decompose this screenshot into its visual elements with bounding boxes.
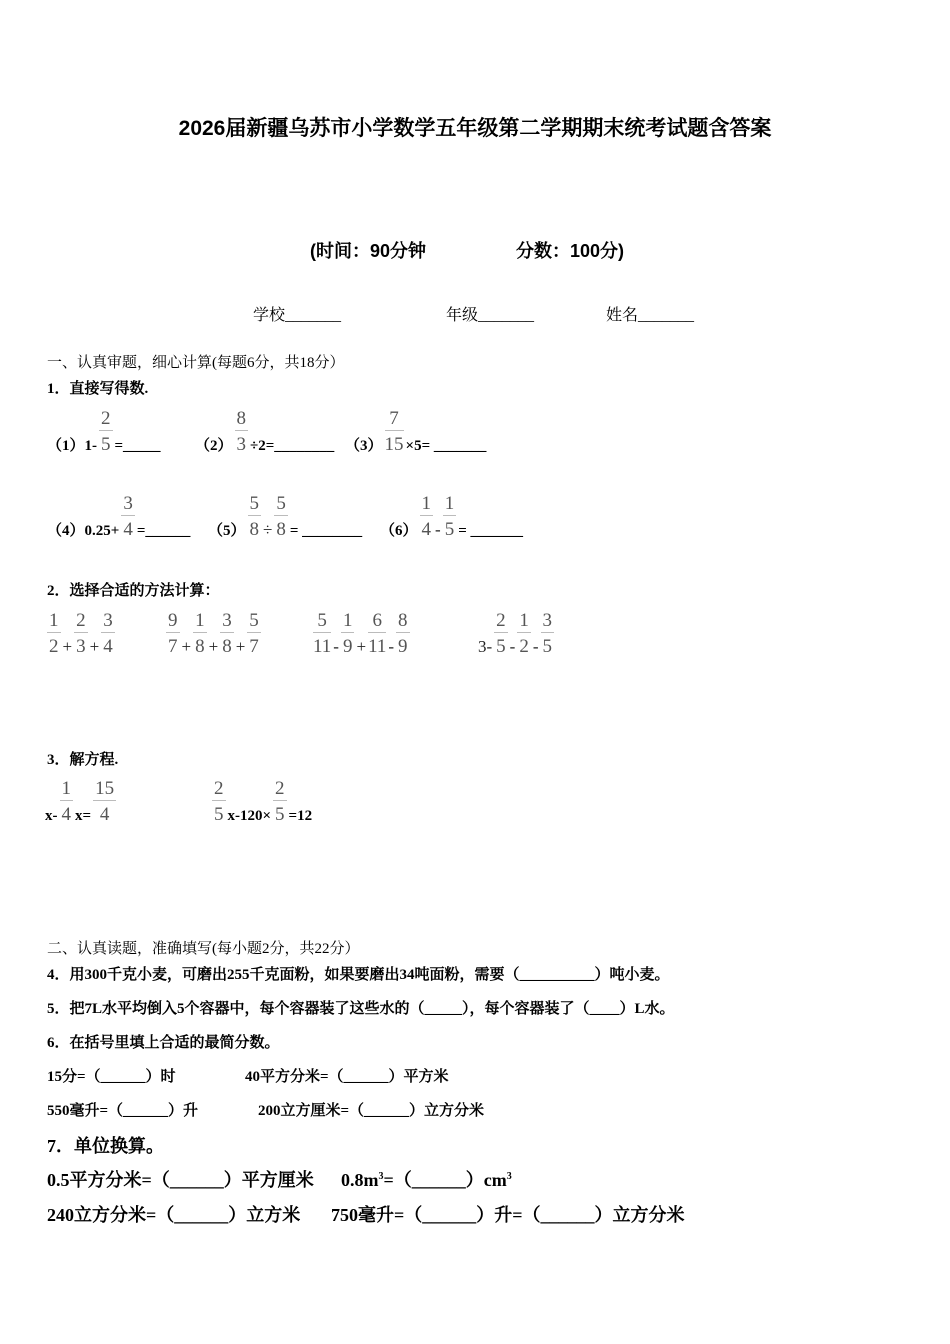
q6-item-1: 15分=（______）时 <box>47 1069 176 1085</box>
question-3: 3．解方程. <box>47 752 119 768</box>
question-6: 6．在括号里填上合适的最简分数。 <box>47 1035 280 1051</box>
fraction <box>235 408 249 456</box>
denominator: 8 <box>276 519 286 540</box>
fraction <box>494 610 508 658</box>
numerator: 15 <box>95 778 115 799</box>
q6-item-4: 200立方厘米=（______）立方分米 <box>258 1103 485 1119</box>
fraction <box>193 610 207 658</box>
section-1-heading: 一、认真审题，细心计算(每题6分，共18分） <box>47 355 345 371</box>
fraction <box>313 610 331 658</box>
operator: - <box>388 637 395 656</box>
operator: - <box>532 637 539 656</box>
operator: + <box>356 637 367 656</box>
numerator: 3 <box>103 610 113 631</box>
exam-time: (时间：90分钟 <box>310 241 427 261</box>
expression-text: x= <box>75 808 92 824</box>
q3-equation-2 <box>210 778 312 826</box>
expression-text: =_____ <box>114 438 161 454</box>
fraction <box>247 610 261 658</box>
denominator: 5 <box>496 636 506 657</box>
fraction <box>93 778 116 826</box>
q1-item-4 <box>47 493 190 541</box>
numerator: 1 <box>342 610 353 631</box>
denominator: 8 <box>249 519 260 540</box>
document-title: 2026届新疆乌苏市小学数学五年级第二学期期末统考试题含答案 <box>178 117 772 140</box>
fraction <box>273 778 287 826</box>
operator: ÷ <box>263 520 273 539</box>
expression-text: （5） <box>208 523 246 539</box>
q2-item-3 <box>311 610 412 658</box>
denominator: 5 <box>214 804 224 825</box>
q1-item-1 <box>47 408 161 456</box>
expression-text: = ________ <box>289 523 363 539</box>
numerator: 5 <box>249 610 259 631</box>
numerator: 1 <box>519 610 529 631</box>
q7-exponent: 3 <box>378 1171 384 1182</box>
denominator: 4 <box>103 636 113 657</box>
numerator: 2 <box>275 778 285 799</box>
q6-item-2: 40平方分米=（______）平方米 <box>245 1069 449 1085</box>
numerator: 1 <box>49 610 59 631</box>
q6-item-3: 550毫升=（______）升 <box>47 1103 199 1119</box>
numerator: 3 <box>222 610 232 631</box>
fraction <box>541 610 555 658</box>
fraction <box>99 408 113 456</box>
operator: + <box>89 637 100 656</box>
denominator: 4 <box>99 804 110 825</box>
q2-item-4 <box>478 610 556 658</box>
question-1: 1．直接写得数. <box>47 381 149 397</box>
fraction <box>385 408 404 456</box>
operator: + <box>208 637 219 656</box>
numerator: 5 <box>313 610 331 633</box>
q7-item-2 <box>341 1166 512 1192</box>
expression-text: （1）1- <box>47 438 97 454</box>
operator: 3- <box>478 637 493 656</box>
expression-text: （4）0.25+ <box>47 523 120 539</box>
fraction <box>368 610 386 658</box>
denominator: 4 <box>421 519 432 540</box>
fraction <box>220 610 234 658</box>
numerator: 9 <box>168 610 178 631</box>
fraction <box>101 610 115 658</box>
denominator: 11 <box>313 636 332 657</box>
numerator: 2 <box>101 408 111 429</box>
numerator: 6 <box>368 610 386 633</box>
denominator: 5 <box>444 519 455 540</box>
denominator: 3 <box>76 636 86 657</box>
denominator: 9 <box>398 636 408 657</box>
denominator: 15 <box>384 434 404 455</box>
denominator: 2 <box>519 636 529 657</box>
expression-text: （2） <box>195 438 233 454</box>
operator: + <box>181 637 192 656</box>
section-2-heading: 二、认真读题，准确填写(每小题2分，共22分） <box>47 941 360 957</box>
numerator: 1 <box>61 778 71 799</box>
name-field[interactable]: 姓名_______ <box>606 307 695 324</box>
numerator: 2 <box>214 778 224 799</box>
fraction <box>341 610 355 658</box>
question-2: 2．选择合适的方法计算： <box>47 583 220 599</box>
denominator: 8 <box>222 636 232 657</box>
fraction <box>74 610 88 658</box>
expression-text: = _______ <box>458 523 523 539</box>
q7-exponent-2: 3 <box>506 1171 512 1182</box>
denominator: 7 <box>168 636 178 657</box>
operator: - <box>435 520 441 539</box>
fraction <box>396 610 410 658</box>
operator: + <box>62 637 73 656</box>
denominator: 7 <box>249 636 259 657</box>
expression-text: x-120× <box>227 808 272 824</box>
q7-item-4: 750毫升=（______）升=（______）立方分米 <box>331 1205 685 1225</box>
fraction <box>420 493 434 541</box>
operator: - <box>509 637 516 656</box>
numerator: 3 <box>123 493 133 514</box>
expression-text: =12 <box>288 808 313 824</box>
denominator: 3 <box>236 434 247 455</box>
fraction <box>517 610 531 658</box>
expression-text: x- <box>45 808 58 824</box>
numerator: 2 <box>496 610 506 631</box>
operator: - <box>333 637 339 656</box>
question-5: 5．把7L水平均倒入5个容器中，每个容器装了这些水的（_____），每个容器装了（____）L水。 <box>47 1001 675 1017</box>
expression-text: ×5= _______ <box>405 438 487 454</box>
fraction <box>274 493 288 541</box>
fraction <box>60 778 74 826</box>
fraction <box>443 493 457 541</box>
fraction <box>166 610 180 658</box>
numerator: 1 <box>421 493 432 514</box>
exam-score: 分数：100分) <box>516 241 625 261</box>
q7-item-2-pre: 0.8m <box>341 1170 379 1190</box>
school-field[interactable]: 学校_______ <box>253 307 342 324</box>
numerator: 1 <box>444 493 455 514</box>
denominator: 11 <box>368 636 387 657</box>
q7-item-1: 0.5平方分米=（______）平方厘米 <box>47 1170 314 1190</box>
fraction <box>212 778 226 826</box>
q1-item-5 <box>208 493 362 541</box>
denominator: 8 <box>195 636 205 657</box>
q2-item-2 <box>164 610 263 658</box>
expression-text: （3） <box>345 438 383 454</box>
denominator: 9 <box>342 636 353 657</box>
numerator: 3 <box>542 610 553 631</box>
q7-item-2-mid: =（______）cm <box>383 1170 507 1190</box>
denominator: 2 <box>49 636 59 657</box>
fraction <box>248 493 262 541</box>
q1-item-2 <box>195 408 334 456</box>
numerator: 2 <box>76 610 86 631</box>
denominator: 5 <box>101 434 111 455</box>
q2-item-1 <box>45 610 117 658</box>
question-7: 7．单位换算。 <box>47 1136 164 1156</box>
numerator: 1 <box>195 610 205 631</box>
expression-text: ÷2=________ <box>250 438 335 454</box>
numerator: 5 <box>276 493 286 514</box>
numerator: 8 <box>236 408 247 429</box>
denominator: 5 <box>275 804 285 825</box>
denominator: 5 <box>542 636 553 657</box>
numerator: 7 <box>385 408 404 431</box>
denominator: 4 <box>61 804 71 825</box>
question-4: 4．用300千克小麦，可磨出255千克面粉，如果要磨出34吨面粉，需要（__________）吨小麦。 <box>47 967 670 983</box>
operator: + <box>235 637 246 656</box>
q1-item-6 <box>380 493 523 541</box>
q7-item-3: 240立方分米=（______）立方米 <box>47 1205 301 1225</box>
q3-equation-1 <box>45 778 118 826</box>
expression-text: =______ <box>136 523 191 539</box>
numerator: 5 <box>249 493 260 514</box>
grade-field[interactable]: 年级_______ <box>446 307 535 324</box>
denominator: 4 <box>123 519 133 540</box>
expression-text: （6） <box>380 523 418 539</box>
fraction <box>121 493 135 541</box>
fraction <box>47 610 61 658</box>
numerator: 8 <box>398 610 408 631</box>
q1-item-3 <box>345 408 486 456</box>
